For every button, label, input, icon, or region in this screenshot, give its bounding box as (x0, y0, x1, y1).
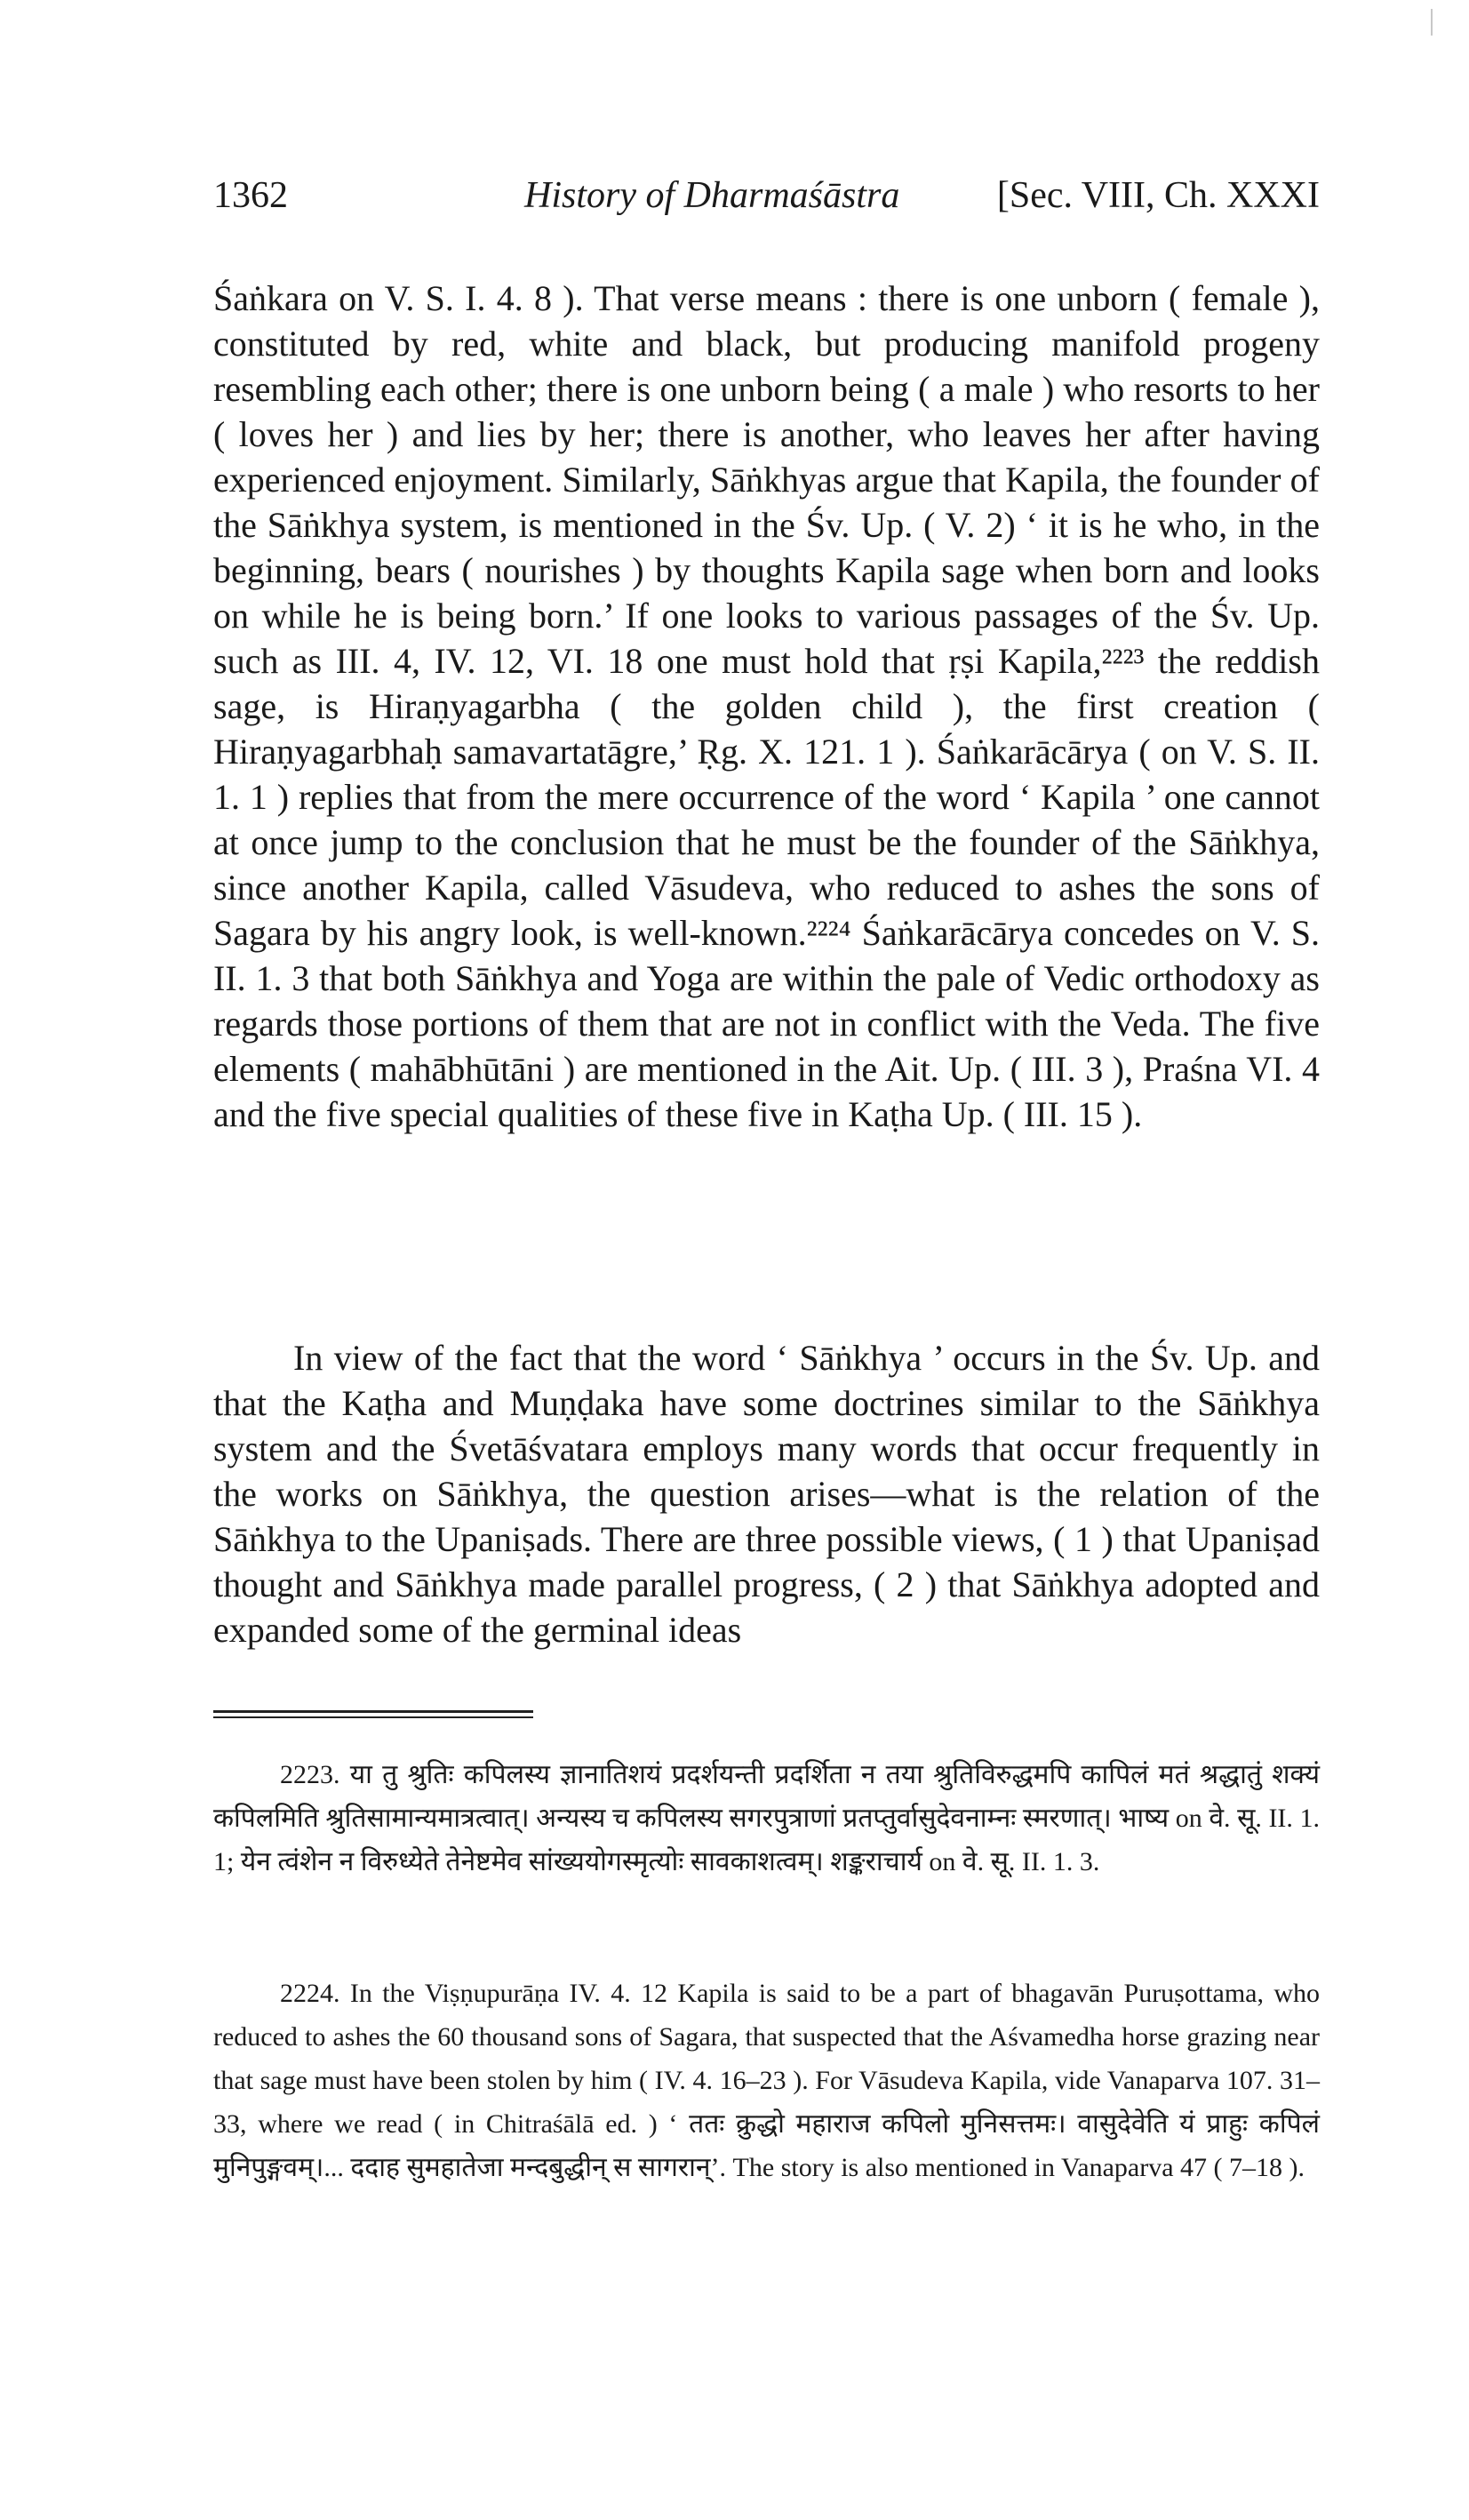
running-title: History of Dharmaśāstra (524, 175, 900, 216)
footnote-2224 (213, 1972, 1320, 2189)
footnote-text: In the Viṣṇupurāṇa IV. 4. 12 Kapila is said to be a part of bhagavān Puruṣottama, who reduced to ashes the 60 thousand sons of Sagara, that suspected that the Aśvamedha horse grazing near that sage must have been stolen by him ( IV. 4. 16–23 ). For Vāsudeva Kapila, vide Vanaparva 107. 31–33, where we read ( in Chitraśālā ed. ) ‘ ततः क्रुद्धो महाराज कपिलो मुनिसत्तमः। वासुदेवेति यं प्राहुः कपिलं मुनिपुङ्गवम्।... ददाह सुमहातेजा मन्दबुद्धीन् स सागरान्’. The story is also mentioned in Vanaparva 47 ( 7–18 ). (213, 1979, 1321, 2182)
footnote-divider-second-line (213, 1716, 533, 1718)
body-paragraph-2: In view of the fact that the word ‘ Sāṅkhya ’ occurs in the Śv. Up. and that the Kaṭha and Muṇḍaka have some doctrines similar to the Sāṅkhya system and the Śvetāśvatara employs many words that occur frequently in the works on Sāṅkhya, the question arises—what is the relation of the Sāṅkhya to the Upaniṣads. There are three possible views, ( 1 ) that Upaniṣad thought and Sāṅkhya made parallel progress, ( 2 ) that Sāṅkhya adopted and expanded some of the germinal ideas (213, 1338, 1320, 1650)
footnote-text: या तु श्रुतिः कपिलस्य ज्ञानातिशयं प्रदर्शयन्ती प्रदर्शिता न तया श्रुतिविरुद्धमपि कापिलं मतं श्रद्धातुं शक्यं कपिलमिति श्रुतिसामान्यमात्रत्वात्। अन्यस्य च कपिलस्य सगरपुत्राणां प्रतप्तुर्वासुदेवनाम्नः स्मरणात्। भाष्य on वे. सू. II. 1. 1; येन त्वंशेन न विरुध्येते तेनेष्टमेव सांख्ययोगस्मृत्योः सावकाशत्वम्। शङ्कराचार्य on वे. सू. II. 1. 3. (213, 1760, 1321, 1876)
page-header (213, 174, 1320, 228)
section-reference: [Sec. VIII, Ch. XXXI (996, 175, 1320, 216)
body-paragraph-1: Śaṅkara on V. S. I. 4. 8 ). That verse means : there is one unborn ( female ), constituted by red, white and black, but producing manifold progeny resembling each other; there is one unborn being ( a male ) who resorts to her ( loves her ) and lies by her; there is another, who leaves her after having experienced enjoyment. Similarly, Sāṅkhyas argue that Kapila, the founder of the Sāṅkhya system, is mentioned in the Śv. Up. ( V. 2) ‘ it is he who, in the beginning, bears ( nourishes ) by thoughts Kapila sage when born and looks on while he is being born.’ If one looks to various passages of the Śv. Up. such as III. 4, IV. 12, VI. 18 one must hold that ṛṣi Kapila,²²²³ the reddish sage, is Hiraṇyagarbha ( the golden child ), the first creation ( Hiraṇyagarbhaḥ samavartatāgre,’ Ṛg. X. 121. 1 ). Śaṅkarācārya ( on V. S. II. 1. 1 ) replies that from the mere occurrence of the word ‘ Kapila ’ one cannot at once jump to the conclusion that he must be the founder of the Sāṅkhya, since another Kapila, called Vāsudeva, who reduced to ashes the sons of Sagara by his angry look, is well-known.²²²⁴ Śaṅkarācārya concedes on V. S. II. 1. 3 that both Sāṅkhya and Yoga are within the pale of Vedic orthodoxy as regards those portions of them that are not in conflict with the Veda. The five elements ( mahābhūtāni ) are mentioned in the Ait. Up. ( III. 3 ), Praśna VI. 4 and the five special qualities of these five in Kaṭha Up. ( III. 15 ). (213, 278, 1320, 1134)
footnote-number: 2223. (280, 1760, 340, 1789)
page-number: 1362 (213, 175, 288, 216)
footnote-divider (213, 1710, 533, 1713)
footnote-number: 2224. (280, 1979, 340, 2008)
footnote-2223 (213, 1753, 1320, 1884)
scan-mark (1431, 9, 1433, 36)
